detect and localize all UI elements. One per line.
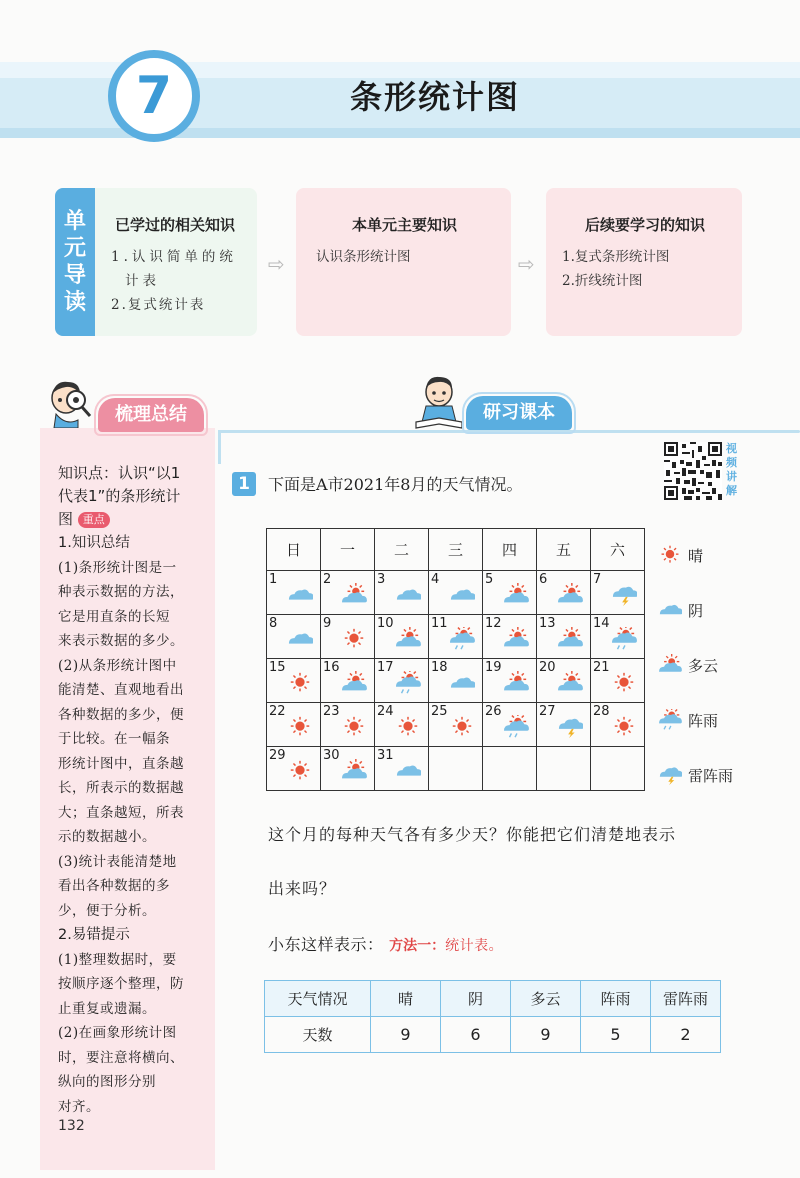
legend-label: 雷阵雨	[688, 766, 734, 785]
main-knowledge-card	[296, 188, 511, 336]
weekday-header: 六	[591, 529, 645, 571]
weekday-header: 二	[375, 529, 429, 571]
calendar-day-cell	[591, 659, 645, 703]
calendar-day-cell	[321, 747, 375, 791]
chapter-number: 7	[135, 66, 173, 126]
calendar-week-row	[267, 615, 645, 659]
question-number: 1	[232, 472, 256, 496]
sunny-weather-icon	[287, 759, 313, 783]
learned-item: 1.认识简单的统	[111, 249, 237, 265]
calendar-day-cell	[267, 747, 321, 791]
calendar-day-cell	[429, 571, 483, 615]
qr-label-char: 解	[726, 484, 737, 497]
stat-row-label: 天数	[265, 1017, 371, 1053]
main-item: 认识条形统计图	[316, 249, 411, 265]
day-number: 25	[431, 704, 448, 719]
day-number: 13	[539, 616, 556, 631]
calendar-day-cell	[591, 703, 645, 747]
calendar-day-cell	[375, 571, 429, 615]
legend-label: 多云	[688, 656, 719, 675]
day-number: 5	[485, 572, 494, 587]
kp-text: 图	[58, 510, 74, 528]
calendar-day-cell	[375, 659, 429, 703]
calendar-header-row	[267, 529, 645, 571]
summary-line: (1)条形统计图是一	[58, 559, 177, 576]
day-number: 22	[269, 704, 286, 719]
calendar-day-cell	[537, 571, 591, 615]
sunny-weather-icon	[395, 715, 421, 739]
prompt-line: 这个月的每种天气各有多少天？你能把它们清楚地表示	[268, 825, 677, 844]
sunny-weather-icon	[611, 671, 637, 695]
stat-header-cell: 雷阵雨	[651, 981, 721, 1017]
partly-weather-icon	[557, 671, 583, 695]
unit-tag-char: 导	[63, 263, 86, 288]
stat-value-cell: 9	[511, 1017, 581, 1053]
partly-weather-icon	[341, 671, 367, 695]
stat-value-cell: 5	[581, 1017, 651, 1053]
calendar-day-cell	[267, 571, 321, 615]
day-number: 15	[269, 660, 286, 675]
unit-tag-char: 读	[63, 290, 86, 315]
mistake-line: (2)在画象形统计图	[58, 1025, 177, 1041]
day-number: 28	[593, 704, 610, 719]
method-name: 统计表。	[445, 938, 504, 954]
main-title: 本单元主要知识	[351, 216, 457, 234]
stat-value-cell: 6	[441, 1017, 511, 1053]
calendar-day-cell	[537, 703, 591, 747]
day-number: 27	[539, 704, 556, 719]
legend-item	[658, 540, 703, 570]
calendar-day-cell	[267, 703, 321, 747]
day-number: 12	[485, 616, 502, 631]
day-number: 31	[377, 748, 394, 763]
mistake-line: 止重复或遗漏。	[58, 1000, 156, 1017]
learned-knowledge-card	[95, 188, 257, 336]
day-number: 16	[323, 660, 340, 675]
next-knowledge-card	[546, 188, 742, 336]
calendar-day-cell	[375, 703, 429, 747]
video-explanation-label[interactable]	[726, 442, 742, 498]
arrow-right-icon: ⇨	[268, 252, 285, 276]
mistake-line: 按顺序逐个整理，防	[58, 976, 184, 992]
weekday-header: 三	[429, 529, 483, 571]
qr-label-char: 讲	[726, 470, 737, 483]
mistake-line: 时，要注意将横向、	[58, 1049, 184, 1066]
study-divider-left	[218, 430, 221, 464]
day-number: 3	[377, 572, 386, 587]
legend-item	[658, 705, 718, 735]
legend-label: 晴	[688, 546, 704, 565]
summary-line: 它是用直条的长短	[58, 608, 170, 625]
day-number: 14	[593, 616, 610, 631]
day-number: 24	[377, 704, 394, 719]
partly-weather-icon	[341, 583, 367, 607]
qr-label-char: 视	[726, 442, 737, 455]
prompt-line: 出来吗？	[268, 879, 337, 898]
summary-line: (2)从条形统计图中	[58, 657, 177, 674]
knowledge-point-line: 代表1”的条形统计	[58, 487, 181, 505]
day-number: 2	[323, 572, 332, 587]
unit-tag-char: 元	[63, 236, 86, 261]
legend-item	[658, 650, 718, 680]
partly-weather-icon	[503, 627, 529, 651]
day-number: 30	[323, 748, 340, 763]
mistake-line: (1)整理数据时，要	[58, 951, 177, 968]
cloudy-weather-icon	[449, 671, 475, 695]
partly-weather-icon	[503, 583, 529, 607]
mistake-line: 纵向的图形分别	[58, 1074, 156, 1090]
calendar-day-cell	[429, 659, 483, 703]
page-title: 条形统计图	[349, 78, 520, 116]
sunny-weather-icon	[658, 544, 682, 566]
calendar-day-cell	[321, 571, 375, 615]
day-number: 21	[593, 660, 610, 675]
student-magnifier-icon	[46, 376, 92, 428]
calendar-day-cell	[591, 747, 645, 791]
cloudy-weather-icon	[449, 583, 475, 607]
next-title: 后续要学习的知识	[584, 216, 705, 234]
method-intro: 小东这样表示：	[268, 935, 384, 954]
key-point-badge: 重点	[78, 512, 110, 528]
calendar-day-cell	[321, 703, 375, 747]
summary-line: 大；直条越短，所表	[58, 804, 184, 821]
day-number: 10	[377, 616, 394, 631]
calendar-day-cell	[429, 703, 483, 747]
day-number: 20	[539, 660, 556, 675]
calendar-day-cell	[483, 615, 537, 659]
learned-title: 已学过的相关知识	[115, 216, 236, 234]
legend-label: 阵雨	[688, 711, 719, 730]
next-item: 1.复式条形统计图	[562, 249, 670, 265]
summary-line: 长，所表示的数据越	[58, 780, 184, 796]
calendar-day-cell	[267, 615, 321, 659]
stat-header-row	[265, 981, 721, 1017]
calendar-day-cell	[483, 659, 537, 703]
day-number: 18	[431, 660, 448, 675]
calendar-day-cell	[321, 659, 375, 703]
shower-weather-icon	[449, 627, 475, 651]
shower-weather-icon	[395, 671, 421, 695]
stat-header-label: 天气情况	[265, 981, 371, 1017]
sunny-weather-icon	[287, 715, 313, 739]
day-number: 6	[539, 572, 548, 587]
stat-header-cell: 晴	[371, 981, 441, 1017]
unit-tag-char: 单	[63, 209, 86, 234]
summary-line: (3)统计表能清楚地	[58, 853, 177, 870]
sunny-weather-icon	[341, 627, 367, 651]
cloudy-weather-icon	[395, 583, 421, 607]
summary-line: 形统计图中，直条越	[58, 755, 184, 772]
calendar-day-cell	[591, 571, 645, 615]
calendar-day-cell	[375, 747, 429, 791]
shower-weather-icon	[658, 709, 682, 731]
shower-weather-icon	[611, 627, 637, 651]
sunny-weather-icon	[287, 671, 313, 695]
qr-label-char: 频	[726, 456, 737, 469]
summary-line: 示的数据越小。	[58, 829, 156, 845]
calendar-day-cell	[537, 747, 591, 791]
calendar-day-cell	[483, 703, 537, 747]
page-number: 132	[58, 1118, 85, 1134]
legend-label: 阴	[688, 601, 704, 620]
knowledge-point-line	[58, 508, 208, 531]
chapter-badge	[108, 50, 200, 142]
stat-header-cell: 多云	[511, 981, 581, 1017]
summary-tab: 梳理总结	[98, 398, 204, 432]
thunder-weather-icon	[611, 583, 637, 607]
partly-weather-icon	[557, 583, 583, 607]
weather-stat-table	[264, 980, 721, 1053]
partly-weather-icon	[557, 627, 583, 651]
calendar-day-cell	[591, 615, 645, 659]
mistake-line: 对齐。	[58, 1098, 100, 1115]
day-number: 9	[323, 616, 332, 631]
question-text: 下面是A市2021年8月的天气情况。	[268, 475, 523, 494]
day-number: 11	[431, 616, 448, 631]
summary-line: 看出各种数据的多	[58, 878, 170, 894]
knowledge-point-line: 知识点：认识“以1	[58, 464, 181, 482]
weather-calendar	[266, 528, 645, 791]
calendar-day-cell	[429, 615, 483, 659]
summary-line: 能清楚、直观地看出	[58, 682, 184, 698]
legend-item	[658, 595, 703, 625]
day-number: 7	[593, 572, 602, 587]
weekday-header: 日	[267, 529, 321, 571]
shower-weather-icon	[503, 715, 529, 739]
calendar-week-row	[267, 571, 645, 615]
cloudy-weather-icon	[658, 599, 682, 621]
weekday-header: 四	[483, 529, 537, 571]
calendar-week-row	[267, 703, 645, 747]
partly-weather-icon	[503, 671, 529, 695]
sunny-weather-icon	[341, 715, 367, 739]
cloudy-weather-icon	[395, 759, 421, 783]
sunny-weather-icon	[611, 715, 637, 739]
learned-item: 计表	[125, 273, 160, 289]
calendar-day-cell	[537, 659, 591, 703]
calendar-week-row	[267, 747, 645, 791]
stat-value-cell: 9	[371, 1017, 441, 1053]
day-number: 1	[269, 572, 278, 587]
calendar-day-cell	[267, 659, 321, 703]
summary-line: 种表示数据的方法，	[58, 584, 184, 600]
weekday-header: 一	[321, 529, 375, 571]
calendar-day-cell	[483, 571, 537, 615]
sunny-weather-icon	[449, 715, 475, 739]
calendar-day-cell	[321, 615, 375, 659]
student-reading-icon	[414, 372, 464, 430]
partly-weather-icon	[395, 627, 421, 651]
summary-line: 于比较。在一幅条	[58, 731, 170, 747]
summary-line: 各种数据的多少，便	[58, 706, 184, 723]
partly-weather-icon	[658, 654, 682, 676]
calendar-day-cell	[375, 615, 429, 659]
qr-code-icon[interactable]	[664, 442, 722, 500]
section-heading: 2.易错提示	[58, 927, 130, 943]
learned-item: 2.复式统计表	[111, 297, 206, 313]
summary-line: 来表示数据的多少。	[58, 633, 184, 649]
next-item: 2.折线统计图	[562, 273, 643, 289]
calendar-day-cell	[429, 747, 483, 791]
summary-text	[58, 462, 208, 1119]
stat-header-cell: 阴	[441, 981, 511, 1017]
calendar-week-row	[267, 659, 645, 703]
thunder-weather-icon	[557, 715, 583, 739]
summary-line: 少，便于分析。	[58, 902, 156, 919]
arrow-right-icon: ⇨	[518, 252, 535, 276]
method-line	[268, 932, 503, 955]
cloudy-weather-icon	[287, 583, 313, 607]
partly-weather-icon	[341, 759, 367, 783]
day-number: 19	[485, 660, 502, 675]
weekday-header: 五	[537, 529, 591, 571]
calendar-day-cell	[483, 747, 537, 791]
day-number: 8	[269, 616, 278, 631]
legend-item	[658, 760, 733, 790]
day-number: 29	[269, 748, 286, 763]
day-number: 23	[323, 704, 340, 719]
stat-value-row	[265, 1017, 721, 1053]
cloudy-weather-icon	[287, 627, 313, 651]
day-number: 17	[377, 660, 394, 675]
section-heading: 1.知识总结	[58, 535, 130, 551]
stat-value-cell: 2	[651, 1017, 721, 1053]
day-number: 26	[485, 704, 502, 719]
thunder-weather-icon	[658, 764, 682, 786]
calendar-day-cell	[537, 615, 591, 659]
stat-header-cell: 阵雨	[581, 981, 651, 1017]
method-label: 方法一：	[389, 938, 446, 954]
day-number: 4	[431, 572, 440, 587]
study-tab: 研习课本	[466, 396, 572, 430]
unit-guide-tag	[55, 188, 95, 336]
header-underline	[0, 128, 800, 138]
